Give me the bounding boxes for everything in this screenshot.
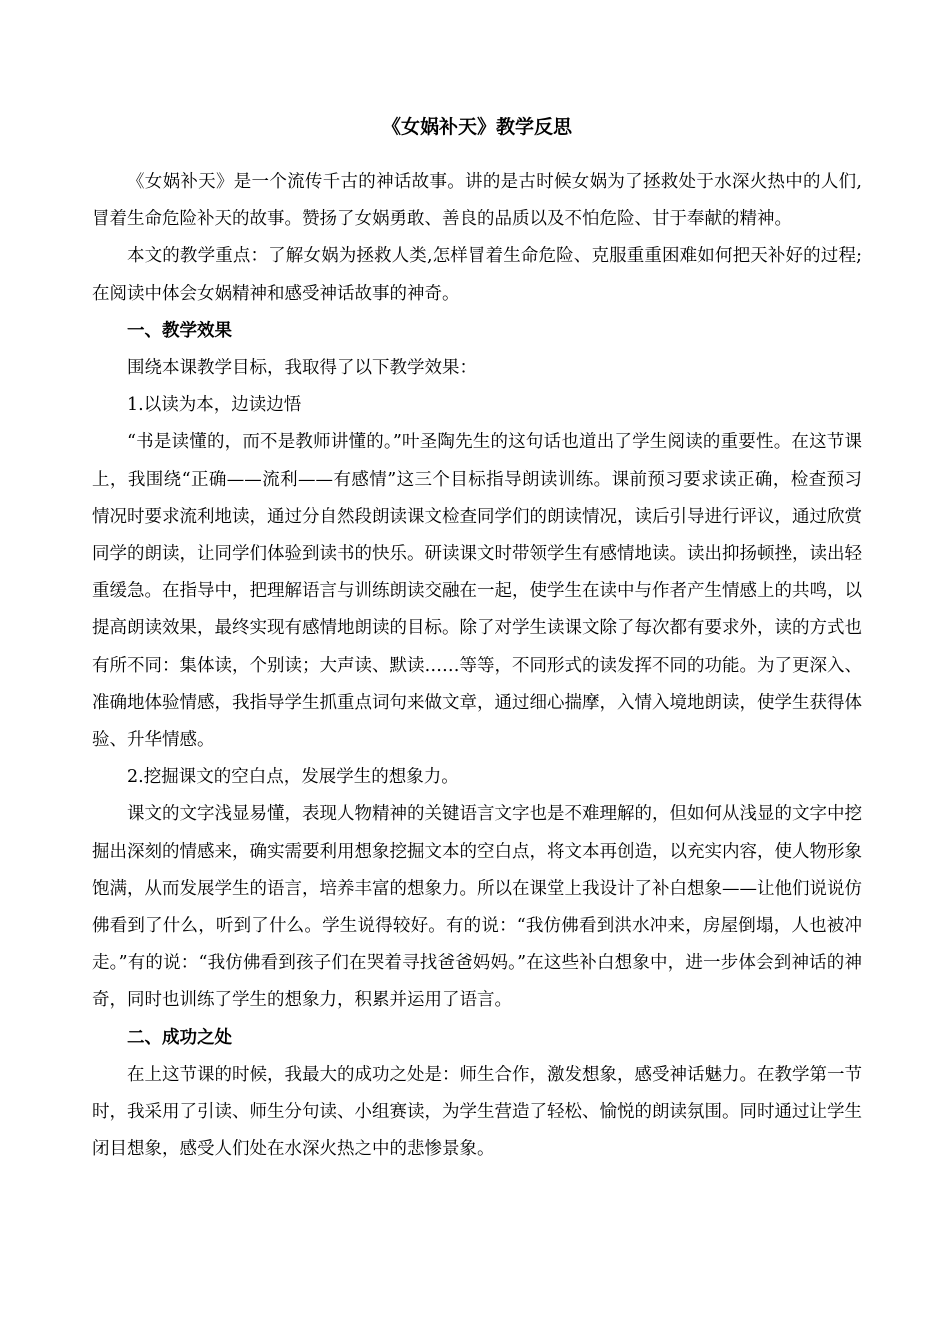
item1-title: 1.以读为本，边读边悟 — [127, 395, 302, 416]
item1-body: “书是读懂的，而不是教师讲懂的。”叶圣陶先生的这句话也道出了学生阅读的重要性。在这节课上，我围绕“正确——流利——有感情”这三个目标指导朗读训练。课前预习要求读正确，检查预习情况时要求流利地读，通过分自然段朗读课文检查同学们的朗读情况，读后引导进行评议，通过欣赏同学的朗读，让同学们体验到读书的快乐。研读课文时带领学生有感情地读。读出抑扬顿挫，读出轻重缓急。在指导中，把理解语言与训练朗读交融在一起，使学生在读中与作者产生情感上的共鸣，以提高朗读效果，最终实现有感情地朗读的目标。除了对学生读课文除了每次都有要求外，读的方式也有所不同：集体读，个别读；大声读、默读……等等，不同形式的读发挥不同的功能。为了更深入、准确地体验情感，我指导学生抓重点词句来做文章，通过细心揣摩，入情入境地朗读，使学生获得体验、升华情感。 — [92, 432, 862, 751]
document-title: 《女娲补天》教学反思 — [381, 116, 572, 138]
focus-paragraph: 本文的教学重点：了解女娲为拯救人类,怎样冒着生命危险、克服重重困难如何把天补好的过程;在阅读中体会女娲精神和感受神话故事的神奇。 — [92, 246, 862, 304]
item2-title: 2.挖掘课文的空白点，发展学生的想象力。 — [127, 767, 459, 788]
section1-intro: 围绕本课教学目标，我取得了以下教学效果： — [127, 358, 477, 379]
section-heading-success: 二、成功之处 — [127, 1027, 232, 1048]
section2-body: 在上这节课的时候，我最大的成功之处是：师生合作，激发想象，感受神话魅力。在教学第一节时，我采用了引读、师生分句读、小组赛读，为学生营造了轻松、愉悦的朗读氛围。同时通过让学生闭目想象，感受人们处在水深火热之中的悲惨景象。 — [92, 1064, 862, 1160]
item2-body: 课文的文字浅显易懂，表现人物精神的关键语言文字也是不难理解的，但如何从浅显的文字中挖掘出深刻的情感来，确实需要利用想象挖掘文本的空白点，将文本再创造，以充实内容，使人物形象饱满，从而发展学生的语言，培养丰富的想象力。所以在课堂上我设计了补白想象——让他们说说仿佛看到了什么，听到了什么。学生说得较好。有的说：“我仿佛看到洪水冲来，房屋倒塌，人也被冲走。”有的说：“我仿佛看到孩子们在哭着寻找爸爸妈妈。”在这些补白想象中，进一步体会到神话的神奇，同时也训练了学生的想象力，积累并运用了语言。 — [92, 804, 862, 1011]
intro-paragraph: 《女娲补天》是一个流传千古的神话故事。讲的是古时候女娲为了拯救处于水深火热中的人们,冒着生命危险补天的故事。赞扬了女娲勇敢、善良的品质以及不怕危险、甘于奉献的精神。 — [92, 172, 862, 230]
section-heading-teaching-effect: 一、教学效果 — [127, 320, 232, 341]
